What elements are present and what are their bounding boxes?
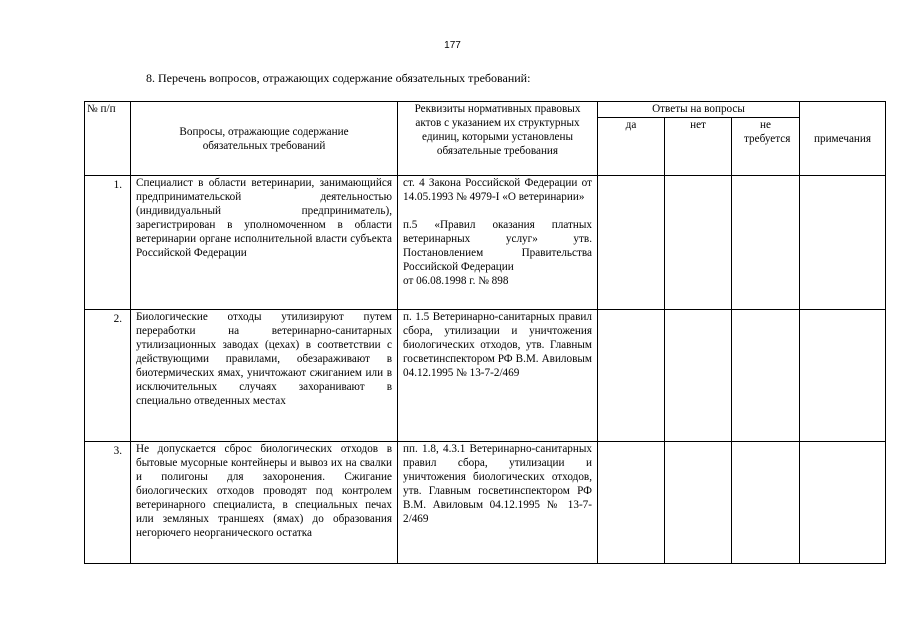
row-question: Не допускается сброс биологических отходов в бытовые мусорные контейнеры и вывоз их на свалки и полигоны для захоронения. Сжигание биологических отходов проводят под контролем ветеринарного специалиста, в специальных печах или земляных траншеях (ямах) до образования негорючего неорганического остатка	[131, 442, 398, 564]
requirements-table	[84, 101, 886, 564]
page-number: 177	[444, 40, 461, 51]
requisite-law: ст. 4 Закона Российской Федерации от 14.05.1993 № 4979-I «О ветеринарии»	[403, 177, 592, 203]
requisite-rules: п.5 «Правил оказания платных ветеринарных услуг» утв. Постановлением Правительства Российской Федерации	[403, 219, 592, 273]
row-requisites	[398, 176, 598, 310]
answer-no-cell[interactable]	[665, 442, 732, 564]
header-answers: Ответы на вопросы	[598, 102, 800, 118]
header-notes: примечания	[800, 102, 886, 176]
header-not-required: не требуется	[732, 118, 800, 176]
table-row	[85, 310, 886, 442]
notes-cell[interactable]	[800, 310, 886, 442]
notes-cell[interactable]	[800, 442, 886, 564]
row-number: 2.	[85, 310, 131, 442]
row-requisites: пп. 1.8, 4.3.1 Ветеринарно-санитарных правил сбора, утилизации и уничтожения биологических отходов, утв. Главным госветинспектором РФ В.М. Авиловым 04.12.1995 № 13-7-2/469	[398, 442, 598, 564]
row-requisites: п. 1.5 Ветеринарно-санитарных правил сбора, утилизации и уничтожения биологических отходов, утв. Главным госветинспектором РФ В.М. Авиловым 04.12.1995 № 13-7-2/469	[398, 310, 598, 442]
header-question: Вопросы, отражающие содержание обязательных требований	[131, 102, 398, 176]
header-yes: да	[598, 118, 665, 176]
answer-no-cell[interactable]	[665, 310, 732, 442]
row-number: 3.	[85, 442, 131, 564]
requisite-date: от 06.08.1998 г. № 898	[403, 275, 509, 287]
header-no: нет	[665, 118, 732, 176]
notes-cell[interactable]	[800, 176, 886, 310]
answer-no-cell[interactable]	[665, 176, 732, 310]
answer-yes-cell[interactable]	[598, 176, 665, 310]
row-question: Специалист в области ветеринарии, занимающийся предпринимательской деятельностью (индивидуальный предприниматель), зарегистрирован в уполномоченном в области ветеринарии органе исполнительной власти субъекта Российской Федерации	[131, 176, 398, 310]
row-question: Биологические отходы утилизируют путем переработки на ветеринарно-санитарных утилизационных заводах (цехах) в соответствии с действующими правилами, обезараживают в биотермических ямах, уничтожают сжиганием или в исключительных случаях захоранивают в специально отведенных местах	[131, 310, 398, 442]
answer-not-required-cell[interactable]	[732, 442, 800, 564]
answer-not-required-cell[interactable]	[732, 176, 800, 310]
section-heading: 8. Перечень вопросов, отражающих содержание обязательных требований:	[146, 71, 531, 85]
answer-yes-cell[interactable]	[598, 442, 665, 564]
table-row	[85, 442, 886, 564]
header-requisites: Реквизиты нормативных правовых актов с указанием их структурных единиц, которыми установлены обязательные требования	[398, 102, 598, 176]
answer-yes-cell[interactable]	[598, 310, 665, 442]
table-row	[85, 176, 886, 310]
row-number: 1.	[85, 176, 131, 310]
header-num: № п/п	[85, 102, 131, 176]
answer-not-required-cell[interactable]	[732, 310, 800, 442]
